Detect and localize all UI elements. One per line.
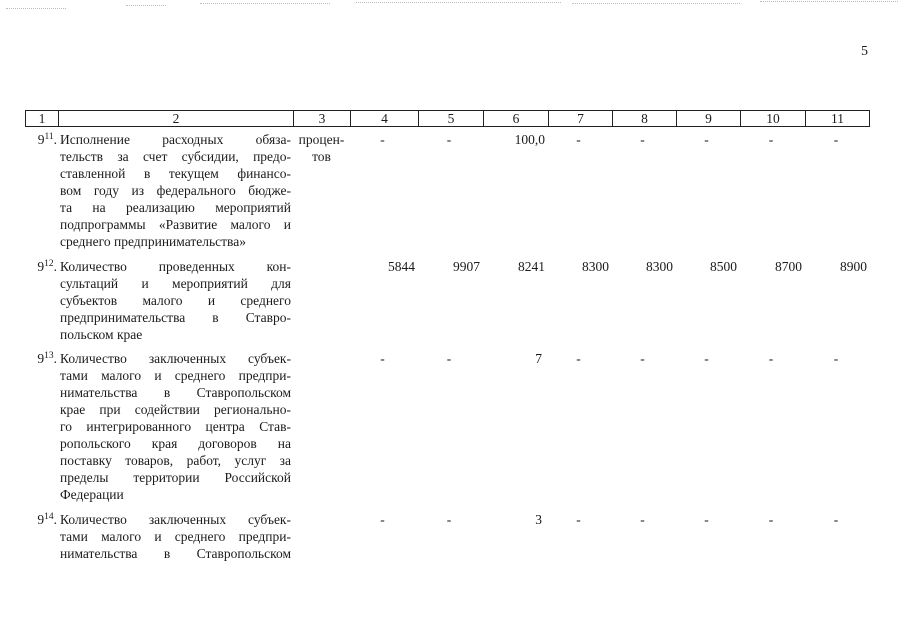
value-col-6: 3 — [535, 512, 542, 527]
value-col-8: 8300 — [646, 259, 673, 274]
description-line: среднего предпринимательства» — [60, 234, 246, 249]
value-col-7: 8300 — [582, 259, 609, 274]
header-col-5: 5 — [418, 110, 483, 127]
row-number-superscript: 11 — [44, 132, 54, 142]
value-col-4: - — [380, 512, 385, 527]
description-line: Исполнение расходных обяза- — [60, 132, 291, 147]
description-line: тами малого и среднего предпри- — [60, 529, 291, 544]
description-line: вом году из федерального бюдже- — [60, 183, 291, 198]
value-col-10: - — [768, 132, 774, 147]
value-col-8: - — [640, 351, 645, 366]
description-line: пределы территории Российской — [60, 470, 291, 485]
header-col-1: 1 — [25, 110, 58, 127]
value-col-7: - — [576, 512, 581, 527]
row-number-suffix: . — [53, 259, 57, 274]
row-number — [25, 131, 57, 151]
scan-artifact-line — [356, 2, 561, 3]
description-line: подпрограммы «Развитие малого и — [60, 217, 291, 232]
value-col-6: 7 — [535, 351, 542, 366]
description-line: ропольского края договоров на — [60, 436, 291, 451]
header-col-11: 11 — [805, 110, 870, 127]
row-number-superscript: 14 — [44, 512, 54, 522]
description-line: нимательства в Ставропольском — [60, 385, 291, 400]
row-number — [25, 258, 57, 278]
value-col-7: - — [576, 351, 581, 366]
value-col-10: 8700 — [775, 259, 802, 274]
row-number-main: 9 — [37, 259, 45, 274]
unit-of-measure — [293, 131, 350, 165]
scan-artifact-line — [760, 1, 898, 2]
value-col-5: - — [446, 132, 452, 147]
description-line: Федерации — [60, 487, 124, 502]
row-number-main: 9 — [37, 132, 45, 147]
description-line: крае при содействии регионально- — [60, 402, 291, 417]
header-col-4: 4 — [350, 110, 418, 127]
header-col-9: 9 — [676, 110, 740, 127]
indicator-description — [60, 258, 291, 343]
description-line: ставленной в текущем финансо- — [60, 166, 291, 181]
value-col-9: 8500 — [710, 259, 737, 274]
value-col-5: - — [446, 351, 452, 366]
value-col-9: - — [704, 132, 709, 147]
value-col-5: - — [446, 512, 452, 527]
value-col-9: - — [704, 512, 709, 527]
description-line: сультаций и мероприятий для — [60, 276, 291, 291]
indicator-description — [60, 131, 291, 250]
row-number-main: 9 — [37, 351, 45, 366]
indicator-description — [60, 350, 291, 503]
page-number: 5 — [861, 44, 868, 59]
row-number-main: 9 — [37, 512, 45, 527]
description-line: субъектов малого и среднего — [60, 293, 291, 308]
description-line: Количество заключенных субъек- — [60, 512, 291, 527]
value-col-11: - — [833, 351, 839, 366]
row-number — [25, 350, 57, 370]
row-number-suffix: . — [53, 132, 57, 147]
value-col-11: - — [833, 512, 839, 527]
value-col-8: - — [640, 512, 645, 527]
description-line: нимательства в Ставропольском — [60, 546, 291, 561]
indicator-description — [60, 511, 291, 562]
header-col-8: 8 — [612, 110, 676, 127]
value-col-8: - — [640, 132, 645, 147]
description-line: тельств за счет субсидии, предо- — [60, 149, 291, 164]
row-number-superscript: 12 — [44, 259, 54, 269]
scan-artifact-line — [200, 3, 330, 4]
header-col-3: 3 — [293, 110, 350, 127]
description-line: предпринимательства в Ставро- — [60, 310, 291, 325]
value-col-10: - — [768, 351, 774, 366]
unit-line: тов — [312, 149, 331, 164]
description-line: Количество проведенных кон- — [60, 259, 291, 274]
value-col-4: 5844 — [388, 259, 415, 274]
description-line: польском крае — [60, 327, 143, 342]
scan-artifact-line — [6, 8, 66, 9]
value-col-4: - — [380, 132, 385, 147]
scan-artifact-line — [572, 3, 740, 4]
value-col-11: 8900 — [840, 259, 867, 274]
scan-artifact-line — [126, 5, 166, 6]
value-col-9: - — [704, 351, 709, 366]
row-number-suffix: . — [53, 512, 57, 527]
description-line: Количество заключенных субъек- — [60, 351, 291, 366]
value-col-4: - — [380, 351, 385, 366]
value-col-10: - — [768, 512, 774, 527]
value-col-11: - — [833, 132, 839, 147]
description-line: тами малого и среднего предпри- — [60, 368, 291, 383]
value-col-7: - — [576, 132, 581, 147]
row-number — [25, 511, 57, 531]
header-col-7: 7 — [548, 110, 612, 127]
header-col-6: 6 — [483, 110, 548, 127]
description-line: та на реализацию мероприятий — [60, 200, 291, 215]
row-number-suffix: . — [53, 351, 57, 366]
unit-line: процен- — [298, 132, 345, 147]
description-line: поставку товаров, работ, услуг за — [60, 453, 291, 468]
table-header-row — [25, 110, 870, 127]
header-col-10: 10 — [740, 110, 805, 127]
value-col-6: 8241 — [518, 259, 545, 274]
header-col-2: 2 — [58, 110, 293, 127]
value-col-5: 9907 — [453, 259, 480, 274]
description-line: го интегрированного центра Став- — [60, 419, 291, 434]
row-number-superscript: 13 — [44, 351, 54, 361]
value-col-6: 100,0 — [514, 132, 545, 147]
